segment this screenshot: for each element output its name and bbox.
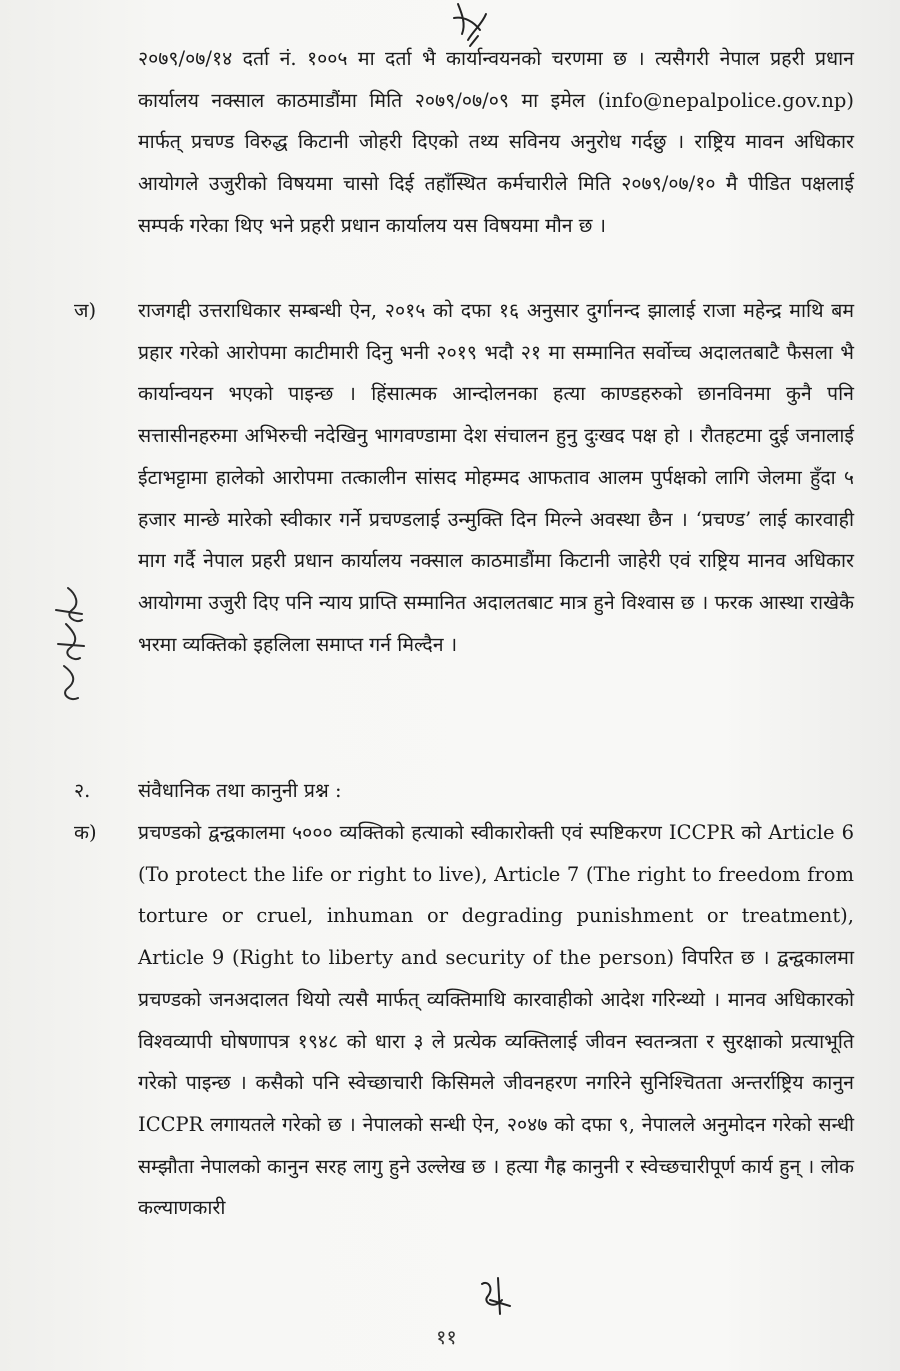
item-marker-ja: ज) [74,299,97,322]
section-heading: संवैधानिक तथा कानुनी प्रश्न : [138,779,342,802]
initial-signature-bottom [470,1270,520,1320]
item-marker-ka: क) [74,821,97,844]
page-number: ११ [436,1325,457,1349]
item-ja-text: राजगद्दी उत्तराधिकार सम्बन्धी ऐन, २०१५ को दफा १६ अनुसार दुर्गानन्द झालाई राजा महेन्द्र माथि बम प्रहार गरेको आरोपमा काटीमारी दिनु भनी २०१९ भदौ २१ मा सम्मानित सर्वोच्च अदालतबाटै फैसला भै कार्यान्वयन भएको पाइन्छ । हिंसात्मक आन्दोलनका हत्या काण्डहरुको छानविनमा कुनै पनि सत्तासीनहरुमा अभिरुची नदेखिनु भागवण्डामा देश संचालन हुनु दुःखद पक्ष हो । रौतहटमा दुई जनालाई ईटाभट्टामा हालेको आरोपमा तत्कालीन सांसद मोहम्मद आफताव आलम पुर्पक्षको लागि जेलमा हुँदा ५ हजार मान्छे मारेको स्वीकार गर्ने प्रचण्डलाई उन्मुक्ति दिन मिल्ने अवस्था छैन । ‘प्रचण्ड’ लाई कारवाही माग गर्दै नेपाल प्रहरी प्रधान कार्यालय नक्साल काठमाडौंमा किटानी जाहेरी एवं राष्ट्रिय मानव अधिकार आयोगमा उजुरी दिए पनि न्याय प्राप्ति सम्मानित अदालतबाट मात्र हुने विश्वास छ । फरक आस्था राखेकै भरमा व्यक्तिको इहलिला समाप्त गर्न मिल्दैन । [138,299,854,656]
paragraph-continued: २०७९/०७/१४ दर्ता नं. १००५ मा दर्ता भै कार्यान्वयनको चरणमा छ । त्यसैगरी नेपाल प्रहरी प्रधान कार्यालय नक्साल काठमाडौंमा मिति २०७९/०७/०९ मा इमेल (info@nepalpolice.gov.np) मार्फत् प्रचण्ड विरुद्ध किटानी जोहरी दिएको तथ्य सविनय अनुरोध गर्दछु । राष्ट्रिय मावन अधिकार आयोगले उजुरीको विषयमा चासो दिई तहाँस्थित कर्मचारीले मिति २०७९/०७/१० मै पीडित पक्षलाई सम्पर्क गरेका थिए भने प्रहरी प्रधान कार्यालय यस विषयमा मौन छ । [138,47,854,237]
section-marker-2: २. [74,779,91,802]
margin-signature [46,580,96,710]
item-ka-text: प्रचण्डको द्वन्द्वकालमा ५००० व्यक्तिको हत्याको स्वीकारोक्ती एवं स्पष्टिकरण ICCPR को Article 6 (To protect the life or right to live), Article 7 (The right to freedom from torture or cruel, inhuman or degrading punishment or treatment), Article 9 (Right to liberty and security of the person) विपरित छ । द्वन्द्वकालमा प्रचण्डको जनअदालत थियो त्यसै मार्फत् व्यक्तिमाथि कारवाहीको आदेश गरिन्थ्यो । मानव अधिकारको विश्वव्यापी घोषणापत्र १९४८ को धारा ३ ले प्रत्येक व्यक्तिलाई जीवन स्वतन्त्रता र सुरक्षाको प्रत्याभूति गरेको पाइन्छ । कसैको पनि स्वेच्छाचारी किसिमले जीवनहरण नगरिने सुनिश्चितता अन्तर्राष्ट्रिय कानुन ICCPR लगायतले गरेको छ । नेपालको सन्धी ऐन, २०४७ को दफा ९, नेपालले अनुमोदन गरेको सन्धी सम्झौता नेपालको कानुन सरह लागु हुने उल्लेख छ । हत्या गैह्र कानुनी र स्वेच्छचारीपूर्ण कार्य हुन् । लोक कल्याणकारी [138,821,854,1220]
